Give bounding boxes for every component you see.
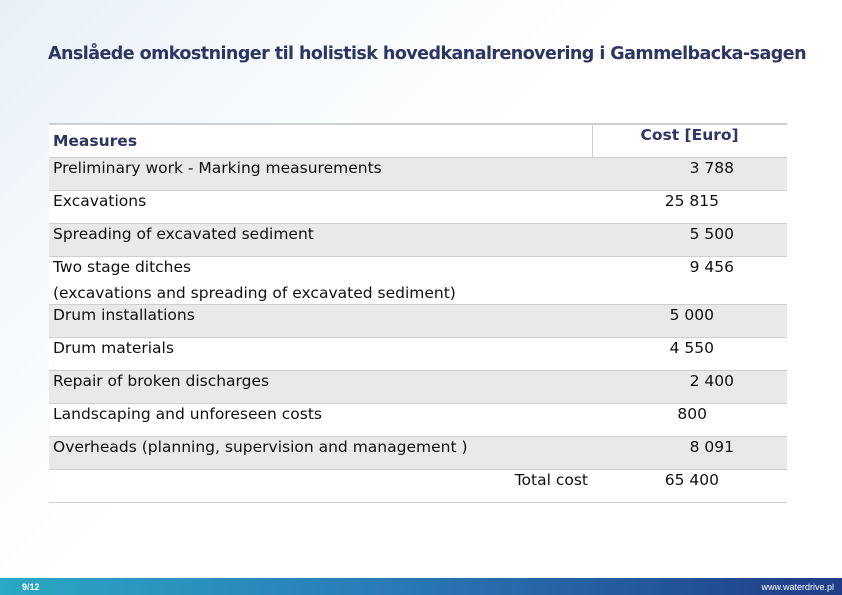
cost-table [49, 123, 787, 503]
measure-label: Preliminary work - Marking measurements [53, 159, 382, 177]
table-header-row [49, 124, 787, 158]
measure-cell [49, 191, 592, 224]
measure-label: Drum materials [53, 339, 174, 357]
website-link[interactable]: www.waterdrive.pl [761, 582, 834, 592]
cost-value: 4 550 [669, 339, 714, 357]
measure-label: Landscaping and unforeseen costs [53, 405, 323, 423]
cost-cell [592, 158, 787, 191]
table-row [49, 305, 787, 338]
total-label: Total cost [49, 470, 592, 503]
table-row [49, 371, 787, 404]
measure-cell [49, 224, 592, 257]
measure-cell [49, 437, 592, 470]
header-cost: Cost [Euro] [592, 124, 787, 158]
measure-label: Drum installations [53, 306, 195, 324]
cost-cell [592, 224, 787, 257]
table-row [49, 158, 787, 191]
header-measures: Measures [49, 124, 592, 158]
cost-value: 9 456 [689, 258, 734, 276]
table-row [49, 404, 787, 437]
cost-value: 8 091 [689, 438, 734, 456]
cost-cell [592, 305, 787, 338]
table-row [49, 437, 787, 470]
measure-label: Two stage ditches [53, 258, 192, 276]
total-cost-value: 65 400 [592, 470, 787, 503]
table-row [49, 257, 787, 305]
measure-cell [49, 371, 592, 404]
measure-cell [49, 257, 592, 305]
table-body [49, 158, 787, 503]
cost-cell [592, 257, 787, 305]
cost-cell [592, 371, 787, 404]
cost-value: 2 400 [689, 372, 734, 390]
cost-value: 25 815 [664, 192, 719, 210]
cost-value: 5 500 [689, 225, 734, 243]
slide-title: Anslåede omkostninger til holistisk hovedkanalrenovering i Gammelbacka-sagen [48, 44, 806, 64]
cost-cell [592, 191, 787, 224]
table-row [49, 224, 787, 257]
table-row [49, 338, 787, 371]
measure-cell [49, 404, 592, 437]
measure-label: Excavations [53, 192, 147, 210]
table-row [49, 191, 787, 224]
cost-value: 800 [677, 405, 707, 423]
cost-cell [592, 437, 787, 470]
cost-value: 3 788 [689, 159, 734, 177]
cost-cell [592, 404, 787, 437]
measure-cell [49, 158, 592, 191]
footer-bar [0, 578, 842, 595]
measure-label: Repair of broken discharges [53, 372, 270, 390]
measure-cell [49, 338, 592, 371]
measure-label: Spreading of excavated sediment [53, 225, 314, 243]
measure-label: Overheads (planning, supervision and management ) [53, 438, 468, 456]
cost-cell [592, 338, 787, 371]
measure-cell [49, 305, 592, 338]
measure-label-line2: (excavations and spreading of excavated sediment) [53, 284, 456, 302]
cost-value: 5 000 [669, 306, 714, 324]
page-number: 9/12 [22, 582, 40, 592]
total-row [49, 470, 787, 503]
